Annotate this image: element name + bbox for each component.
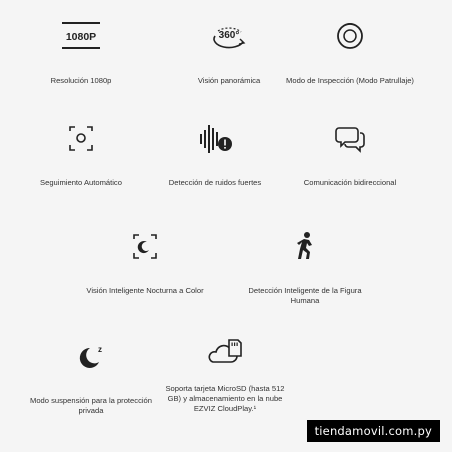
feature-resolution bbox=[16, 20, 146, 86]
patrol-icon bbox=[330, 20, 370, 54]
feature-label-resolution: Resolución 1080p bbox=[50, 76, 112, 85]
feature-sound bbox=[150, 122, 280, 188]
feature-tracking bbox=[16, 122, 146, 188]
feature-label-sound: Detección de ruidos fuertes bbox=[168, 178, 262, 187]
feature-patrol bbox=[285, 20, 415, 86]
feature-label-panoramic: Visión panorámica bbox=[197, 76, 261, 85]
svg-text:z: z bbox=[98, 345, 102, 354]
1080p-icon bbox=[61, 20, 101, 54]
feature-two-way bbox=[285, 122, 415, 188]
feature-label-night-vision: Visión Inteligente Nocturna a Color bbox=[86, 286, 204, 295]
feature-label-storage: Soporta tarjeta MicroSD (hasta 512 GB) y almacenamiento en la nube EZVIZ CloudPlay.¹ bbox=[165, 384, 285, 413]
1080p-badge: 1080P bbox=[65, 31, 97, 43]
cloud-sd-icon bbox=[205, 336, 245, 370]
human-detection-icon bbox=[285, 230, 325, 264]
feature-label-human-detection: Detección Inteligente de la Figura Humana bbox=[248, 286, 362, 305]
watermark-label: tiendamovil.com.py bbox=[307, 420, 440, 442]
feature-label-patrol: Modo de Inspección (Modo Patrullaje) bbox=[286, 76, 414, 85]
tracking-icon bbox=[61, 122, 101, 156]
360-rotation-icon bbox=[209, 20, 249, 54]
feature-night-vision bbox=[80, 230, 210, 296]
feature-panoramic bbox=[164, 20, 294, 86]
chat-icon bbox=[330, 122, 370, 156]
feature-label-two-way: Comunicación bidireccional bbox=[303, 178, 397, 187]
night-vision-icon bbox=[125, 230, 165, 264]
sound-alert-icon bbox=[195, 122, 235, 156]
feature-sleep bbox=[26, 340, 156, 416]
sleep-icon bbox=[71, 340, 111, 374]
feature-storage bbox=[160, 336, 290, 414]
360-badge: 360° bbox=[218, 30, 240, 41]
feature-human-detection bbox=[240, 230, 370, 306]
feature-label-sleep: Modo suspensión para la protección privada bbox=[30, 396, 152, 415]
feature-label-tracking: Seguimiento Automático bbox=[40, 178, 122, 187]
